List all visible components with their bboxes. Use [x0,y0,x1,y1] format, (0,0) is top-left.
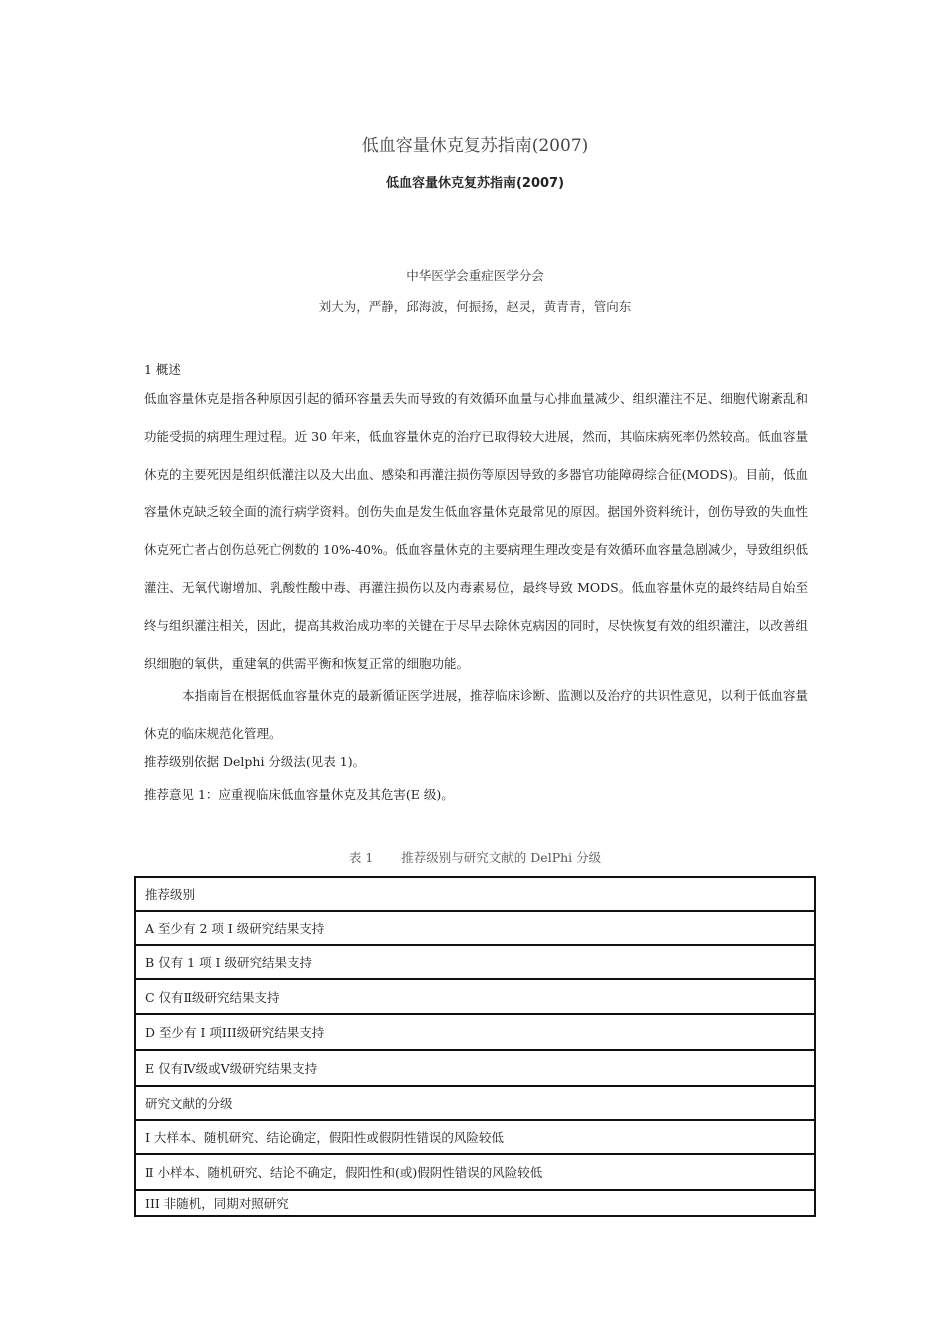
table-row [135,1120,815,1154]
table-row [135,1190,815,1216]
recommendation-1: 推荐意见 1：应重视临床低血容量休克及其危害(E 级)。 [144,787,454,802]
table-cell: B 仅有 1 项 I 级研究结果支持 [135,945,815,979]
table-caption-label: 表 1 [348,850,374,865]
table-row [135,911,815,945]
table-cell: I 大样本、随机研究、结论确定，假阳性或假阴性错误的风险较低 [135,1120,815,1154]
table-caption [0,848,950,866]
table-cell: A 至少有 2 项 I 级研究结果支持 [135,911,815,945]
table-cell: Ⅱ 小样本、随机研究、结论不确定，假阳性和(或)假阴性错误的风险较低 [135,1154,815,1190]
purpose-paragraph: 本指南旨在根据低血容量休克的最新循证医学进展，推荐临床诊断、监测以及治疗的共识性意见，以利于低血容量休克的临床规范化管理。 [144,688,808,741]
delphi-grading-table [134,876,816,1217]
table-cell: 研究文献的分级 [135,1086,815,1120]
table-row [135,877,815,911]
table-row [135,1050,815,1086]
table-cell: III 非随机，同期对照研究 [135,1190,815,1216]
table-row [135,945,815,979]
table-caption-text: 推荐级别与研究文献的 DelPhi 分级 [401,850,602,865]
table-cell: D 至少有 I 项III级研究结果支持 [135,1014,815,1050]
author-list: 刘大为，严静，邱海波，何振扬，赵灵，黄青青，管向东 [318,299,632,314]
grading-note: 推荐级别依据 Delphi 分级法(见表 1)。 [144,754,366,769]
table-cell: E 仅有Ⅳ级或Ⅴ级研究结果支持 [135,1050,815,1086]
table-cell: 推荐级别 [135,877,815,911]
table-row [135,1014,815,1050]
table-cell: C 仅有Ⅱ级研究结果支持 [135,979,815,1014]
author-organization: 中华医学会重症医学分会 [406,268,544,283]
table-row [135,1154,815,1190]
overview-paragraph: 低血容量休克是指各种原因引起的循环容量丢失而导致的有效循环血量与心排血量减少、组织灌注不足、细胞代谢紊乱和功能受损的病理生理过程。近 30 年来，低血容量休克的治疗已取得较大进展，然而，其临床病死率仍然较高。低血容量休克的主要死因是组织低灌注以及大出血、感染和再灌注损伤等原因导致的多器官功能障碍综合征(MODS)。目前，低血容量休克缺乏较全面的流行病学资料。创伤失血是发生低血容量休克最常见的原因。据国外资料统计，创伤导致的失血性休克死亡者占创伤总死亡例数的 10%-40%。低血容量休克的主要病理生理改变是有效循环血容量急剧减少，导致组织低灌注、无氧代谢增加、乳酸性酸中毒、再灌注损伤以及内毒素易位，最终导致 MODS。低血容量休克的最终结局自始至终与组织灌注相关，因此，提高其救治成功率的关键在于尽早去除休克病因的同时，尽快恢复有效的组织灌注，以改善组织细胞的氧供，重建氧的供需平衡和恢复正常的细胞功能。 [144,391,808,671]
document-title: 低血容量休克复苏指南(2007) [361,136,589,156]
document-subtitle: 低血容量休克复苏指南(2007) [385,176,565,191]
table-row [135,979,815,1014]
table-row [135,1086,815,1120]
section-heading-overview: 1 概述 [144,362,181,377]
